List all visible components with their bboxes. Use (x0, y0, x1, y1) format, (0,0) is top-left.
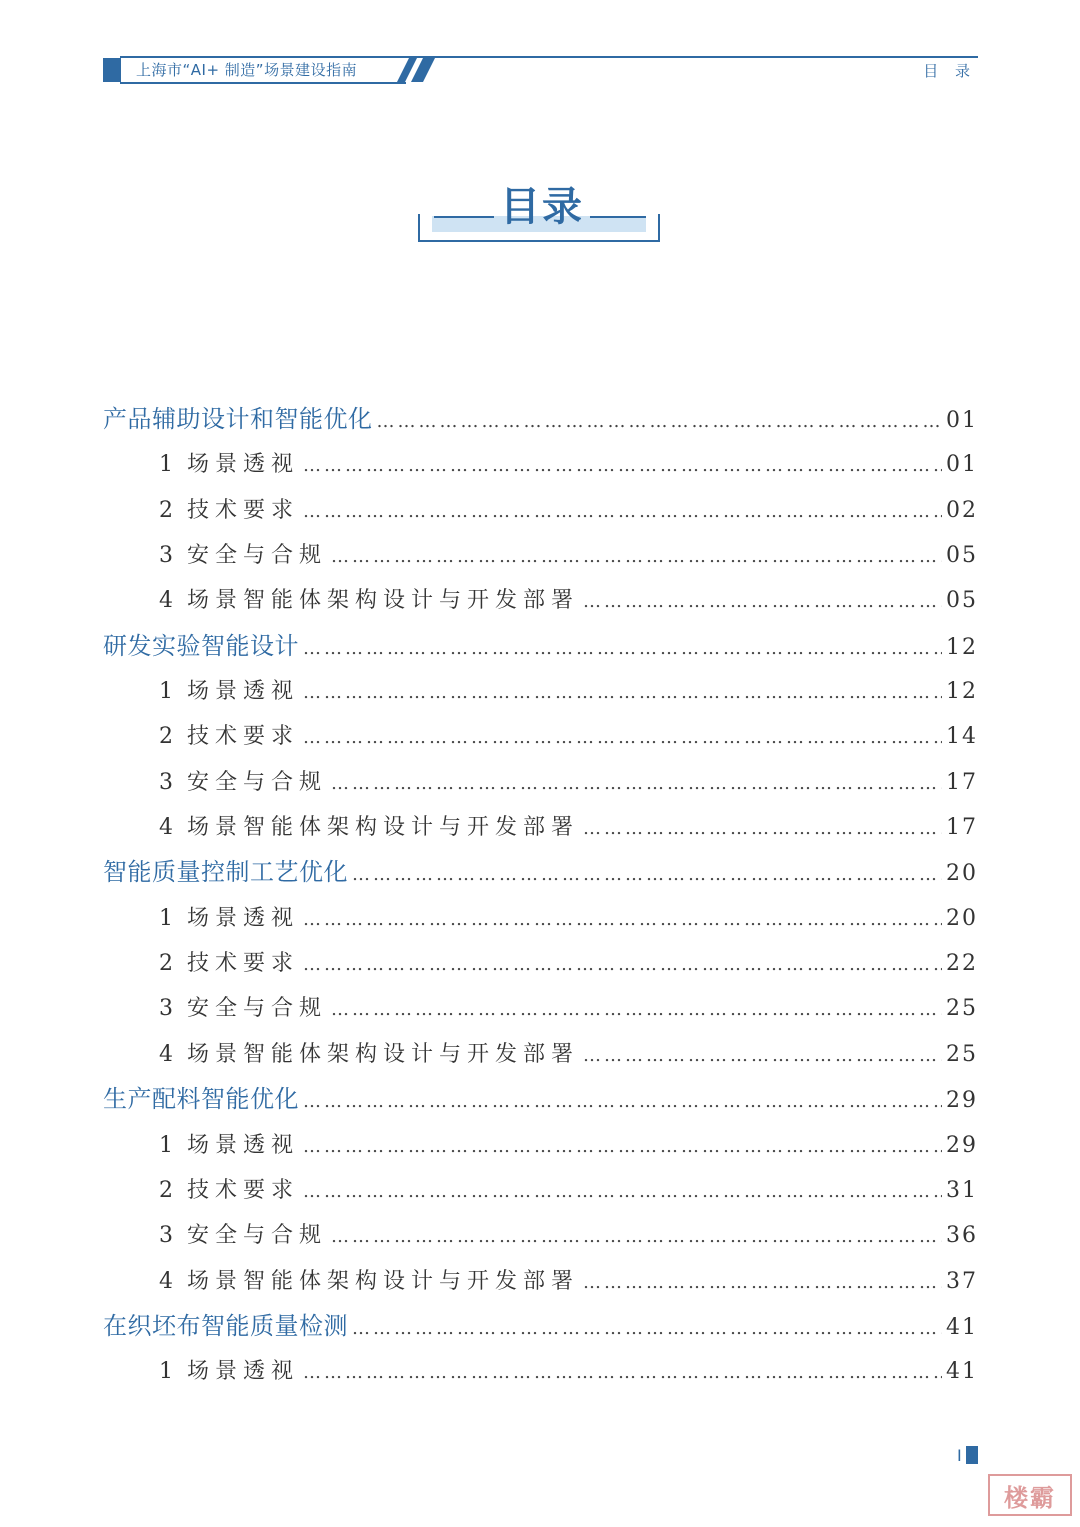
watermark-stamp: 楼霸 (988, 1474, 1072, 1516)
toc-entry-label: 在织坯布智能质量检测 (103, 1311, 348, 1340)
dot-leader (583, 579, 942, 624)
toc-page-number: 02 (946, 497, 978, 523)
dot-leader (331, 761, 942, 806)
toc-entry-label: 技术要求 (187, 724, 300, 750)
dot-leader (303, 670, 942, 715)
toc-section-number: 2 (159, 951, 173, 977)
toc-section-row[interactable] (103, 1349, 978, 1394)
toc-page-number: 36 (946, 1223, 978, 1249)
document-title: 上海市“AI+ 制造”场景建设指南 (136, 61, 358, 79)
dot-leader (303, 715, 942, 760)
title-line-left (434, 216, 494, 218)
toc-section-row[interactable] (103, 1213, 978, 1258)
toc-entry-label: 场景透视 (187, 1132, 300, 1158)
toc-section-row[interactable] (103, 1259, 978, 1304)
toc-section-row[interactable] (103, 669, 978, 714)
page-number: I (957, 1446, 962, 1465)
dot-leader (583, 1260, 942, 1305)
dot-leader (303, 1169, 942, 1214)
toc-heading (418, 178, 664, 248)
toc-chapter-row[interactable] (103, 1304, 978, 1349)
toc-page-number: 01 (946, 408, 978, 433)
toc-section-number: 1 (159, 452, 173, 478)
toc-section-row[interactable] (103, 578, 978, 623)
toc-entry-label: 安全与合规 (187, 769, 328, 795)
toc-section-row[interactable] (103, 760, 978, 805)
dot-leader (352, 852, 942, 897)
toc-entry-label: 技术要求 (187, 951, 300, 977)
toc-page-number: 22 (946, 951, 978, 977)
toc-page-number: 12 (946, 634, 978, 660)
toc-page-number: 25 (946, 1041, 978, 1067)
dot-leader (331, 987, 942, 1032)
dot-leader (331, 534, 942, 579)
toc-entry-label: 场景智能体架构设计与开发部署 (187, 588, 580, 614)
toc-page-number: 01 (946, 452, 978, 478)
toc-section-row[interactable] (103, 488, 978, 533)
toc-section-number: 3 (159, 543, 173, 569)
toc-page-number: 20 (946, 861, 978, 887)
toc-section-number: 3 (159, 769, 173, 795)
toc-section-number: 1 (159, 1359, 173, 1385)
dot-leader (303, 897, 942, 942)
toc-section-number: 4 (159, 1041, 173, 1067)
toc-section-number: 2 (159, 497, 173, 523)
dot-leader (303, 626, 942, 671)
toc-page-number: 17 (946, 815, 978, 841)
toc-page-number: 29 (946, 1132, 978, 1158)
toc-page-number: 25 (946, 996, 978, 1022)
toc-section-row[interactable] (103, 533, 978, 578)
toc-section-row[interactable] (103, 1032, 978, 1077)
header-slash-decoration (395, 56, 437, 84)
toc-chapter-row[interactable] (103, 624, 978, 669)
dot-leader (377, 399, 943, 444)
dot-leader (583, 1033, 942, 1078)
toc-section-row[interactable] (103, 941, 978, 986)
dot-leader (583, 806, 942, 851)
toc-entry-label: 研发实验智能设计 (103, 631, 299, 660)
table-of-contents (103, 397, 978, 1395)
toc-section-number: 3 (159, 1223, 173, 1249)
toc-entry-label: 场景智能体架构设计与开发部署 (187, 1041, 580, 1067)
toc-page-number: 31 (946, 1177, 978, 1203)
toc-entry-label: 场景透视 (187, 1359, 300, 1385)
toc-section-number: 1 (159, 679, 173, 705)
dot-leader (303, 1124, 942, 1169)
dot-leader (303, 1350, 942, 1395)
toc-section-number: 3 (159, 996, 173, 1022)
header-rule-bottom (120, 82, 406, 84)
toc-section-row[interactable] (103, 896, 978, 941)
toc-section-number: 4 (159, 1268, 173, 1294)
toc-section-row[interactable] (103, 714, 978, 759)
toc-page-number: 41 (946, 1359, 978, 1385)
toc-page-number: 14 (946, 724, 978, 750)
toc-page-number: 12 (946, 679, 978, 705)
toc-page-number: 29 (946, 1088, 978, 1114)
toc-page-number: 37 (946, 1268, 978, 1294)
toc-section-number: 4 (159, 588, 173, 614)
toc-section-number: 1 (159, 1132, 173, 1158)
toc-section-number: 4 (159, 815, 173, 841)
dot-leader (303, 942, 942, 987)
dot-leader (303, 1079, 942, 1124)
toc-section-row[interactable] (103, 805, 978, 850)
dot-leader (352, 1306, 942, 1351)
toc-entry-label: 场景透视 (187, 452, 300, 478)
toc-entry-label: 场景透视 (187, 905, 300, 931)
toc-entry-label: 安全与合规 (187, 996, 328, 1022)
toc-section-number: 2 (159, 724, 173, 750)
toc-page-number: 41 (946, 1314, 978, 1340)
toc-page-number: 05 (946, 588, 978, 614)
toc-entry-label: 产品辅助设计和智能优化 (103, 405, 373, 433)
page-title: 目录 (500, 184, 584, 230)
toc-entry-label: 生产配料智能优化 (103, 1085, 299, 1114)
toc-section-row[interactable] (103, 442, 978, 487)
header-accent-block (103, 58, 121, 82)
toc-page-number: 05 (946, 543, 978, 569)
toc-entry-label: 技术要求 (187, 1177, 300, 1203)
toc-page-number: 20 (946, 905, 978, 931)
section-label: 目 录 (923, 62, 976, 80)
dot-leader (303, 489, 942, 534)
title-line-right (590, 216, 646, 218)
toc-chapter-row[interactable] (103, 1077, 978, 1122)
toc-section-row[interactable] (103, 1123, 978, 1168)
toc-chapter-row[interactable] (103, 850, 978, 895)
toc-section-row[interactable] (103, 986, 978, 1031)
dot-leader (303, 443, 942, 488)
toc-entry-label: 技术要求 (187, 497, 300, 523)
toc-section-row[interactable] (103, 1168, 978, 1213)
toc-section-number: 2 (159, 1177, 173, 1203)
toc-entry-label: 智能质量控制工艺优化 (103, 858, 348, 887)
toc-entry-label: 安全与合规 (187, 543, 328, 569)
toc-page-number: 17 (946, 769, 978, 795)
toc-chapter-row[interactable] (103, 397, 978, 442)
toc-entry-label: 场景透视 (187, 679, 300, 705)
toc-section-number: 1 (159, 905, 173, 931)
page-header (0, 0, 1080, 100)
toc-entry-label: 场景智能体架构设计与开发部署 (187, 815, 580, 841)
dot-leader (331, 1214, 942, 1259)
toc-entry-label: 场景智能体架构设计与开发部署 (187, 1268, 580, 1294)
toc-entry-label: 安全与合规 (187, 1223, 328, 1249)
footer-accent-block (966, 1446, 978, 1464)
